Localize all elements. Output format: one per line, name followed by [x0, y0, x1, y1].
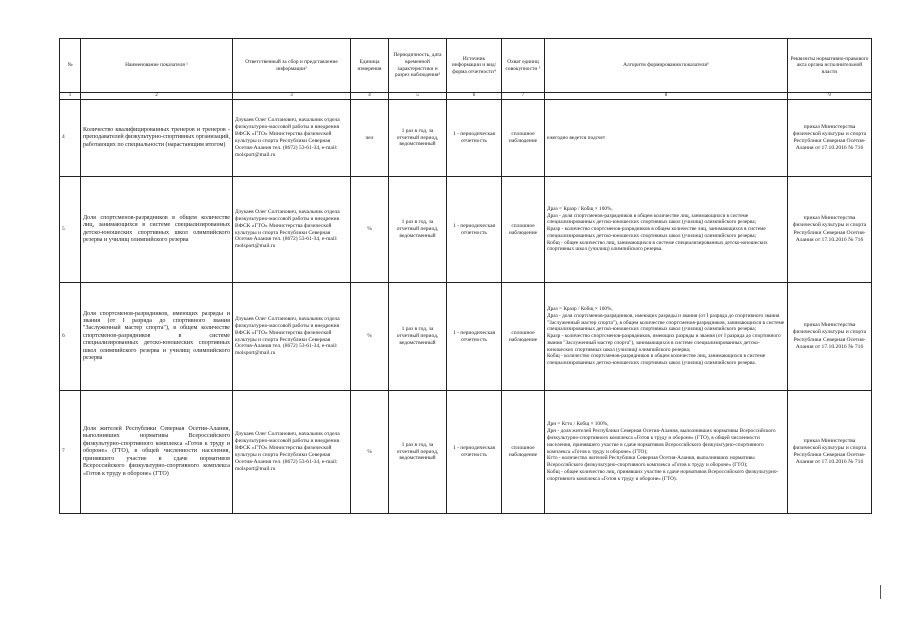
algorithm-line: Кобщ - общее количество лиц, принявших участие в сдаче нормативов Всероссийского физкультурно-спортивного комплекса «Готов к труду и обороне» (ГТО). — [547, 468, 779, 482]
header-name: Наименование показателя ¹ — [81, 39, 233, 93]
periodicity: 1 раз в год, за отчетный период, ведомственный — [389, 283, 447, 391]
algorithm-line: Кобщ - общее количество лиц, занимающихся в системе специализированных детско-юношеских спортивных школ (училищ) олимпийского резерва. — [547, 239, 768, 253]
indicator-name: Количество квалифицированных тренеров и тренеров - преподавателей физкультурно-спортивных организаций, работающих по специальности (нарастающим итогом) — [81, 100, 233, 177]
column-number-row — [60, 93, 872, 100]
unit: % — [351, 177, 389, 283]
table-row — [60, 100, 872, 177]
source: 1 - периодическая отчетность — [447, 391, 502, 514]
algorithm-line: Кразр - количество спортсменов-разрядников в общем количестве лиц, занимающихся в системе специализированных детско-юношеских спортивных школ (училищ) олимпийского резерва; — [547, 226, 766, 239]
row-number: 5 — [60, 177, 81, 283]
unit: чел — [351, 100, 389, 177]
source: 1 - периодическая отчетность — [447, 100, 502, 177]
header-coverage: Охват единиц совокупности ⁵ — [502, 39, 545, 93]
header-requisites: Реквизиты нормативно-правового акта органа исполнительной власти — [788, 39, 872, 93]
responsible-person: Дзукаев Олег Солтанович, начальник отдела физкультурно-массовой работы и внедрения ВФСК «ГТО» Министерства физической культуры и спорта Республики Северная Осетия-Алания тел. (8672) 53-61-34, e-mail: molsport@mail.ru — [233, 100, 351, 177]
algorithm — [545, 100, 788, 177]
table-row — [60, 283, 872, 391]
source: 1 - периодическая отчетность — [447, 177, 502, 283]
header-algorithm: Алгоритм формирования показателя⁶ — [545, 39, 788, 93]
algorithm-line: Драз - доля спортсменов-разрядников, имеющих разряды и звания (от I разряда до спортивного звания "Заслуженный мастер спорта"), в общем количестве спортсменов-разрядников, занимающихся в системе специализированных детско-юношеских спортивных школ (училищ) олимпийского резерва; — [547, 312, 785, 333]
requisites: приказ Министерства физической культуры и спорта Республики Северная Осетия-Алания от 17.10.2016 № 716 — [788, 177, 872, 283]
algorithm-line: Кгто - количество жителей Республики Северная Осетия-Алания, выполнивших нормативы Всероссийского физкультурно-спортивного комплекса «Готов к труду и обороне» (ГТО); — [547, 455, 755, 469]
column-number: 7 — [502, 93, 545, 100]
header-unit: Единица измерения — [351, 39, 389, 93]
responsible-person: Дзукаев Олег Солтанович, начальник отдела физкультурно-массовой работы и внедрения ВФСК «ГТО» Министерства физической культуры и спорта Республики Северная Осетия-Алания тел. (8672) 53-61-34, e-mail: molsport@mail.ru — [233, 283, 351, 391]
table-row — [60, 391, 872, 514]
header-source: Источник информации и вид/форма отчетности⁴ — [447, 39, 502, 93]
column-number: 2 — [81, 93, 233, 100]
periodicity: 1 раз в год, за отчетный период, ведомственный — [389, 391, 447, 514]
algorithm-line: Кобщ - количество спортсменов-разрядников в общем количестве лиц, занимающихся в системе специализированных детско-юношеских спортивных школ (училищ) олимпийского резерва. — [547, 353, 766, 367]
periodicity: 1 раз в год, за отчетный период, ведомственный — [389, 100, 447, 177]
algorithm-line: Дрн - доля жителей Республики Северная Осетия-Алания, выполнивших нормативы Всероссийского физкультурно-спортивного комплекса «Готов к труду и обороне» (ГТО), в общей численности населения, принявшего участие в сдаче нормативов Всероссийского физкультурно-спортивного комплекса «Готов к труду и обороне» (ГТО); — [547, 428, 776, 455]
algorithm — [545, 391, 788, 514]
coverage: сплошное наблюдение — [502, 100, 545, 177]
header-responsible: Ответственный за сбор и представление информации² — [233, 39, 351, 93]
column-number: 4 — [351, 93, 389, 100]
indicators-table — [59, 38, 872, 514]
scan-mark — [880, 585, 881, 599]
coverage: сплошное наблюдение — [502, 391, 545, 514]
unit: % — [351, 283, 389, 391]
column-number: 6 — [447, 93, 502, 100]
algorithm-formula: Дрн = Кгто / Кобщ × 100%, — [547, 421, 609, 428]
algorithm-line: ежегодно ведется подсчет — [547, 134, 606, 141]
column-number: 8 — [545, 93, 788, 100]
unit: % — [351, 391, 389, 514]
header-row — [60, 39, 872, 93]
periodicity: 1 раз в год, за отчетный период, ведомственный — [389, 177, 447, 283]
column-number: 5 — [389, 93, 447, 100]
header-periodicity: Периодичность, дата временной характеристики и разрез наблюдения³ — [389, 39, 447, 93]
algorithm-formula: Драз = Кразр / Кобщ × 100%, — [547, 205, 613, 212]
requisites: приказ Министерства физической культуры и спорта Республики Северная Осетия-Алания от 17.10.2016 № 716 — [788, 283, 872, 391]
table-row — [60, 177, 872, 283]
source: 1 - периодическая отчетность — [447, 283, 502, 391]
row-number: 4 — [60, 100, 81, 177]
algorithm — [545, 177, 788, 283]
row-number: 6 — [60, 283, 81, 391]
algorithm-line: Кразр - количество спортсменов-разрядников, имеющих разряды и звания (от I разряда до спортивного звания "Заслуженный мастер спорта"), занимающихся в системе специализированных детско-юношеских спортивных школ (училищ) олимпийского резерва; — [547, 333, 781, 353]
responsible-person: Дзукаев Олег Солтанович, начальник отдела физкультурно-массовой работы и внедрения ВФСК «ГТО» Министерства физической культуры и спорта Республики Северная Осетия-Алания тел. (8672) 53-61-34, e-mail: molsport@mail.ru — [233, 177, 351, 283]
coverage: сплошное наблюдение — [502, 177, 545, 283]
algorithm — [545, 283, 788, 391]
algorithm-formula: Драз = Кразр / Кобщ × 100%, — [547, 305, 613, 312]
column-number: 3 — [233, 93, 351, 100]
column-number: 9 — [788, 93, 872, 100]
responsible-person: Дзукаев Олег Солтанович, начальник отдела физкультурно-массовой работы и внедрения ВФСК «ГТО» Министерства физической культуры и спорта Республики Северная Осетия-Алания тел. (8672) 53-61-34, e-mail: molsport@mail.ru — [233, 391, 351, 514]
algorithm-line: Драз - доля спортсменов-разрядников в общем количестве лиц, занимающихся в системе специализированных детско-юношеских спортивных школ (училищ) олимпийского резерва; — [547, 212, 757, 226]
coverage: сплошное наблюдение — [502, 283, 545, 391]
column-number: 1 — [60, 93, 81, 100]
indicator-name: Доля спортсменов-разрядников, имеющих разряды и звания (от I разряда до спортивного звания "Заслуженный мастер спорта"), в общем количестве спортсменов-разрядников в системе специализированных детско-юношеских спортивных школ олимпийского резерва и училищ олимпийского резерва — [81, 283, 233, 391]
requisites: приказ Министерства физической культуры и спорта Республики Северная Осетия-Алания от 17.10.2016 № 716 — [788, 391, 872, 514]
row-number: 7 — [60, 391, 81, 514]
header-num: № — [60, 39, 81, 93]
requisites: приказ Министерства физической культуры и спорта Республики Северная Осетия-Алания от 17.10.2016 № 716 — [788, 100, 872, 177]
indicator-name: Доля жителей Республики Северная Осетия-Алания, выполнивших нормативы Всероссийского физкультурно-спортивного комплекса «Готов к труду и обороне» (ГТО), в общей численности населения, принявшего участие в сдаче нормативов Всероссийского физкультурно-спортивного комплекса «Готов к труду и обороне» (ГТО) — [81, 391, 233, 514]
indicator-name: Доля спортсменов-разрядников в общем количестве лиц, занимающихся в системе специализированных детско-юношеских спортивных школ олимпийского резерва и училищ олимпийского резерва — [81, 177, 233, 283]
